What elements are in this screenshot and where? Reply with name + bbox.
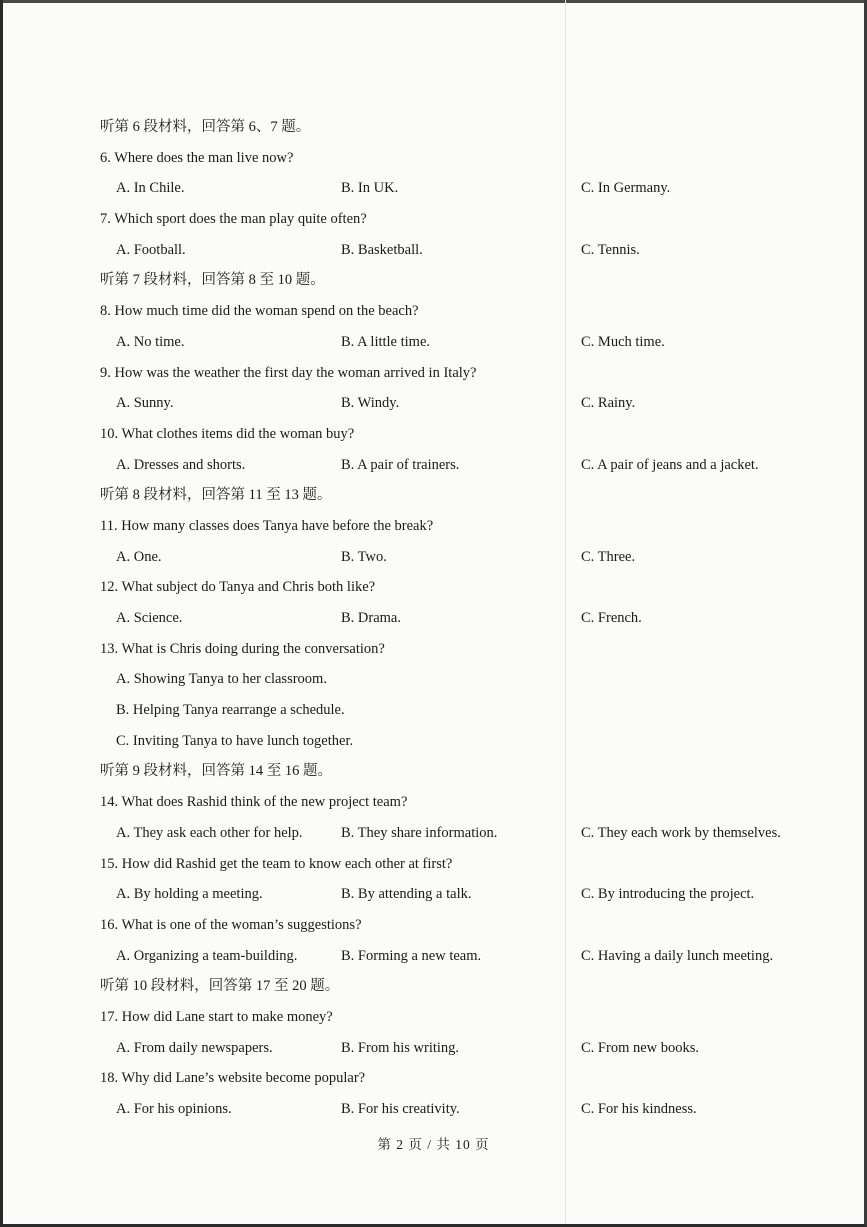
option-b: B. For his creativity.	[341, 1101, 460, 1117]
options-18	[3, 1094, 864, 1125]
option-b: B. Forming a new team.	[341, 947, 482, 964]
option-a: A. Showing Tanya to her classroom.	[116, 671, 327, 688]
option-c: C. French.	[581, 610, 642, 626]
option-c: C. Rainy.	[581, 395, 636, 412]
option-a: A. Football.	[116, 241, 186, 258]
options-17	[3, 1033, 864, 1064]
options-12	[3, 603, 864, 634]
option-a: A. Organizing a team-building.	[116, 947, 298, 964]
option-c: C. In Germany.	[581, 180, 671, 197]
option-a: A. Sunny.	[116, 395, 174, 412]
option-b: B. A pair of trainers.	[341, 456, 460, 473]
page-number-footer: 第 2 页 / 共 10 页	[377, 1137, 490, 1152]
option-c: C. They each work by themselves.	[581, 824, 781, 841]
options-7	[3, 235, 864, 266]
options-8	[3, 327, 864, 358]
option-c: C. For his kindness.	[581, 1101, 697, 1117]
option-a: A. Science.	[116, 610, 183, 626]
option-c: C. Three.	[581, 548, 636, 565]
question-7: 7. Which sport does the man play quite often?	[100, 211, 367, 228]
option-b: B. In UK.	[341, 180, 399, 197]
scan-edge	[3, 0, 864, 3]
options-11	[3, 542, 864, 573]
option-c: C. Inviting Tanya to have lunch together.	[116, 732, 354, 749]
option-b: B. Basketball.	[341, 241, 423, 258]
option-b: B. Drama.	[341, 610, 401, 626]
question-12: 12. What subject do Tanya and Chris both like?	[100, 579, 376, 596]
question-9: 9. How was the weather the first day the woman arrived in Italy?	[100, 364, 477, 381]
option-b: B. By attending a talk.	[341, 886, 472, 903]
option-c: C. Much time.	[581, 333, 665, 350]
option-c: C. Tennis.	[581, 241, 640, 258]
question-10: 10. What clothes items did the woman buy?	[100, 425, 355, 442]
question-14: 14. What does Rashid think of the new project team?	[100, 794, 408, 811]
option-b: B. From his writing.	[341, 1039, 460, 1056]
question-16: 16. What is one of the woman’s suggestions?	[100, 916, 362, 933]
options-6	[3, 173, 864, 204]
options-15	[3, 879, 864, 910]
options-16	[3, 941, 864, 972]
question-6: 6. Where does the man live now?	[100, 149, 294, 166]
option-a: A. One.	[116, 548, 162, 565]
option-a: A. In Chile.	[116, 180, 185, 197]
question-18: 18. Why did Lane’s website become popular?	[100, 1070, 366, 1087]
option-a: A. No time.	[116, 333, 185, 350]
questions-area	[3, 112, 864, 1125]
options-10	[3, 450, 864, 481]
options-9	[3, 388, 864, 419]
option-b: B. A little time.	[341, 333, 431, 350]
option-a: A. Dresses and shorts.	[116, 456, 246, 473]
section-heading: 听第 8 段材料，回答第 11 至 13 题。	[100, 487, 332, 504]
section-heading: 听第 7 段材料，回答第 8 至 10 题。	[100, 272, 325, 289]
option-a: A. From daily newspapers.	[116, 1039, 273, 1056]
section-heading: 听第 6 段材料，回答第 6、7 题。	[100, 119, 311, 135]
option-c: C. From new books.	[581, 1039, 700, 1056]
question-17: 17. How did Lane start to make money?	[100, 1008, 333, 1025]
option-c: C. Having a daily lunch meeting.	[581, 947, 774, 964]
option-b: B. Helping Tanya rearrange a schedule.	[116, 702, 345, 719]
option-c: C. A pair of jeans and a jacket.	[581, 456, 759, 473]
options-14	[3, 818, 864, 849]
option-a: A. They ask each other for help.	[116, 824, 303, 841]
section-heading: 听第 9 段材料，回答第 14 至 16 题。	[100, 763, 332, 780]
option-a: A. For his opinions.	[116, 1101, 232, 1117]
option-c: C. By introducing the project.	[581, 886, 755, 903]
question-8: 8. How much time did the woman spend on the beach?	[100, 303, 419, 320]
option-b: B. They share information.	[341, 824, 498, 841]
section-heading: 听第 10 段材料，回答第 17 至 20 题。	[100, 978, 340, 995]
option-b: B. Windy.	[341, 395, 400, 412]
option-a: A. By holding a meeting.	[116, 886, 263, 903]
question-15: 15. How did Rashid get the team to know each other at first?	[100, 855, 453, 872]
question-11: 11. How many classes does Tanya have before the break?	[100, 517, 434, 534]
question-13: 13. What is Chris doing during the conversation?	[100, 640, 385, 657]
option-b: B. Two.	[341, 548, 387, 565]
